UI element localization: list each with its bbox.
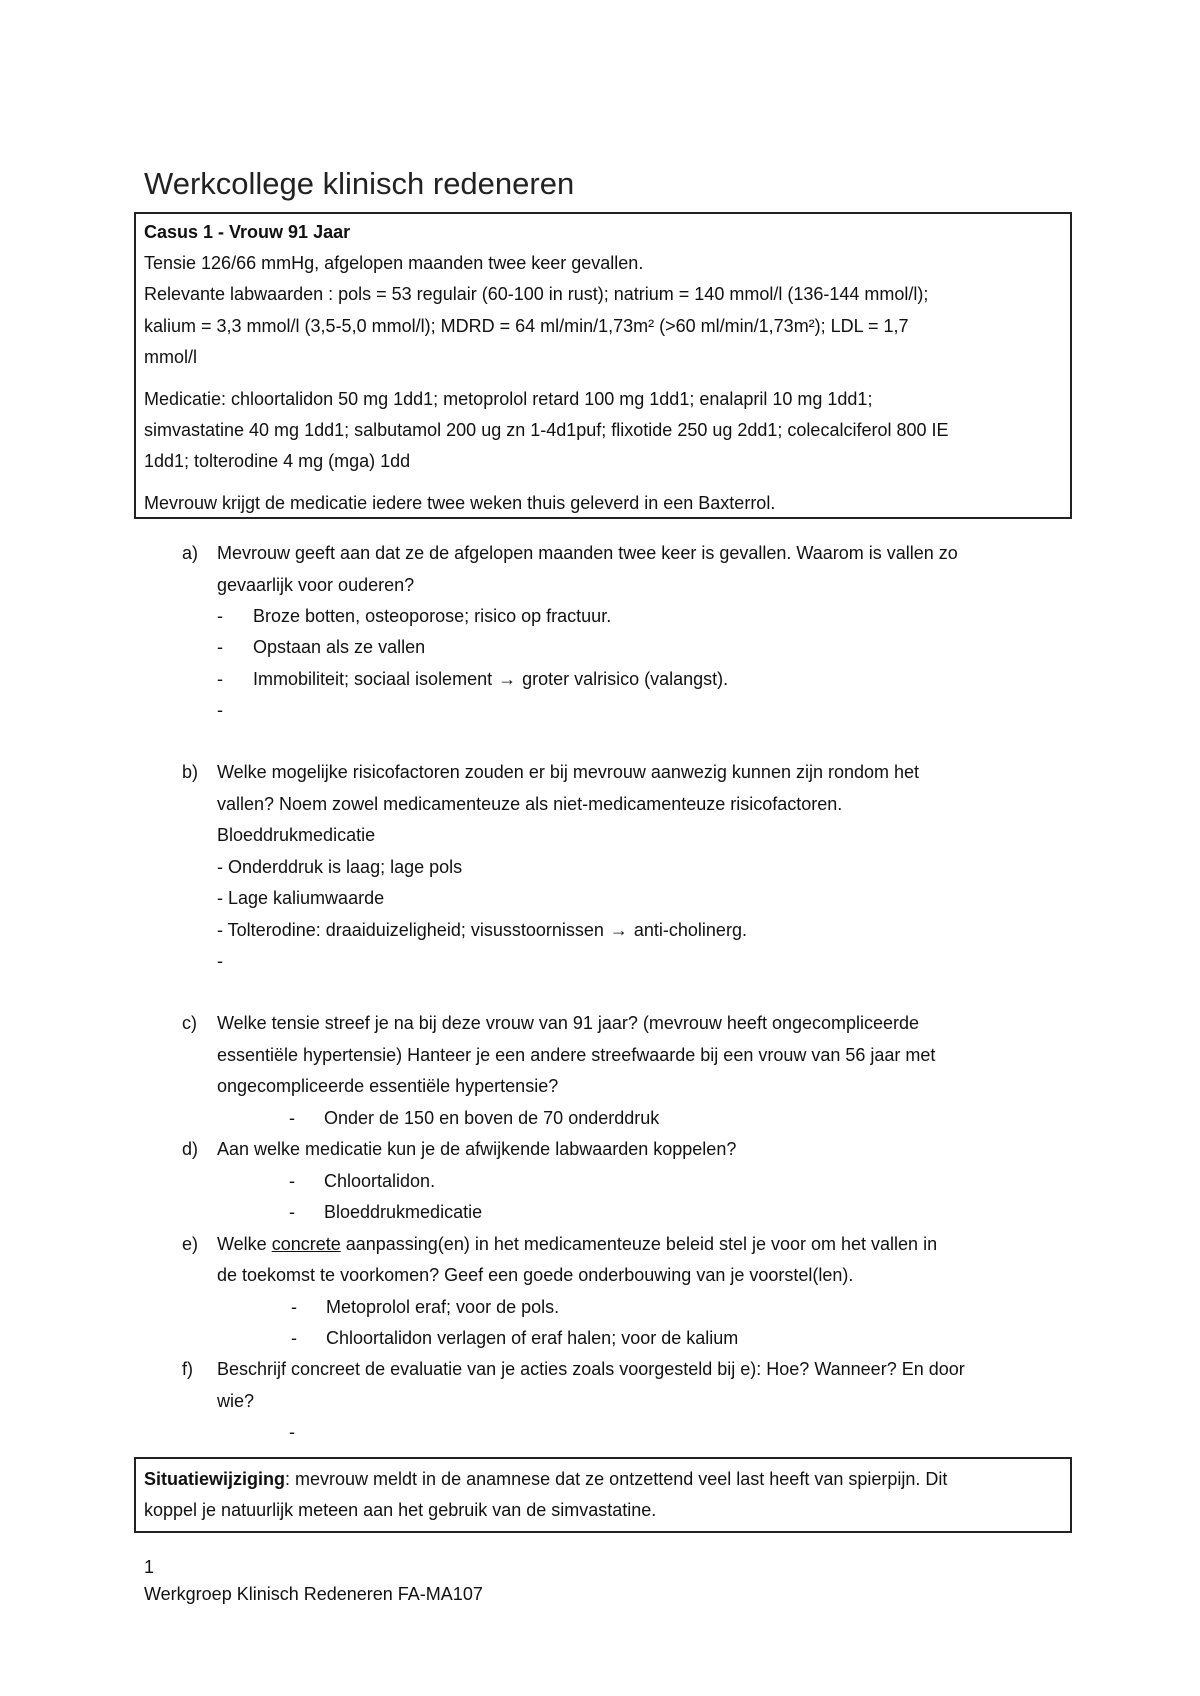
arrow-right-icon: → <box>609 920 628 940</box>
casus-heading: Casus 1 - Vrouw 91 Jaar <box>144 222 351 242</box>
answer-text: Chloortalidon verlagen of eraf halen; voor de kalium <box>326 1328 739 1348</box>
answer-text: Broze botten, osteoporose; risico op fractuur. <box>253 606 612 626</box>
casus-line: Mevrouw krijgt de medicatie iedere twee weken thuis geleverd in een Baxterrol. <box>144 493 776 513</box>
underlined-word: concrete <box>271 1234 341 1254</box>
question-text: wie? <box>217 1391 255 1411</box>
situatie-heading: Situatiewijziging <box>144 1469 286 1489</box>
situatie-line <box>144 1469 947 1489</box>
answer-text: Bloeddrukmedicatie <box>324 1202 483 1222</box>
question-label: a) <box>182 543 199 563</box>
dash: - <box>217 606 223 626</box>
casus-line: mmol/l <box>144 347 197 367</box>
casus-line: 1dd1; tolterodine 4 mg (mga) 1dd <box>144 451 411 471</box>
question-text: vallen? Noem zowel medicamenteuze als niet-medicamenteuze risicofactoren. <box>217 794 843 814</box>
dash: - <box>289 1202 295 1222</box>
dash: - <box>289 1108 295 1128</box>
question-text <box>217 1234 937 1254</box>
dash: - <box>291 1297 297 1317</box>
answer-part: - Tolterodine: draaiduizeligheid; visusstoornissen <box>217 920 604 940</box>
arrow-right-icon: → <box>498 669 517 689</box>
question-text: gevaarlijk voor ouderen? <box>217 575 415 595</box>
answer-text: Metoprolol eraf; voor de pols. <box>326 1297 560 1317</box>
dash: - <box>289 1171 295 1191</box>
casus-line: simvastatine 40 mg 1dd1; salbutamol 200 ug zn 1-4d1puf; flixotide 250 ug 2dd1; colecalciferol 800 IE <box>144 420 949 440</box>
answer-text: - Lage kaliumwaarde <box>217 888 385 908</box>
answer-text: Opstaan als ze vallen <box>253 637 426 657</box>
page-title: Werkcollege klinisch redeneren <box>144 166 575 201</box>
casus-line: kalium = 3,3 mmol/l (3,5-5,0 mmol/l); MDRD = 64 ml/min/1,73m² (>60 ml/min/1,73m²); LDL = 1,7 <box>144 316 909 336</box>
question-text: Aan welke medicatie kun je de afwijkende labwaarden koppelen? <box>217 1139 737 1159</box>
question-label: f) <box>182 1359 193 1379</box>
answer-part: anti-cholinerg. <box>633 920 747 940</box>
answer-text <box>217 920 747 940</box>
question-label: b) <box>182 762 199 782</box>
question-text: Beschrijf concreet de evaluatie van je acties zoals voorgesteld bij e): Hoe? Wanneer? En door <box>217 1359 965 1379</box>
dash: - <box>217 700 223 720</box>
casus-line: Tensie 126/66 mmHg, afgelopen maanden twee keer gevallen. <box>144 253 644 273</box>
dash: - <box>217 637 223 657</box>
answer-text: - <box>289 1422 295 1442</box>
situatie-text: : mevrouw meldt in de anamnese dat ze ontzettend veel last heeft van spierpijn. Dit <box>285 1469 948 1489</box>
question-text: essentiële hypertensie) Hanteer je een andere streefwaarde bij een vrouw van 56 jaar met <box>217 1045 936 1065</box>
situatie-line: koppel je natuurlijk meteen aan het gebruik van de simvastatine. <box>144 1500 657 1520</box>
answer-text <box>253 669 728 689</box>
casus-line: Relevante labwaarden : pols = 53 regulair (60-100 in rust); natrium = 140 mmol/l (136-144 mmol/l); <box>144 284 929 304</box>
answer-text: Bloeddrukmedicatie <box>217 825 376 845</box>
page-number: 1 <box>144 1557 155 1577</box>
question-part: aanpassing(en) in het medicamenteuze beleid stel je voor om het vallen in <box>340 1234 938 1254</box>
answer-part: Immobiliteit; sociaal isolement <box>253 669 493 689</box>
question-text: de toekomst te voorkomen? Geef een goede onderbouwing van je voorstel(len). <box>217 1265 854 1285</box>
question-text: Welke mogelijke risicofactoren zouden er bij mevrouw aanwezig kunnen zijn rondom het <box>217 762 920 782</box>
dash: - <box>217 669 223 689</box>
question-label: e) <box>182 1234 199 1254</box>
dash: - <box>291 1328 297 1348</box>
answer-text: - <box>217 951 223 971</box>
answer-text: Onder de 150 en boven de 70 onderddruk <box>324 1108 660 1128</box>
footer-text: Werkgroep Klinisch Redeneren FA-MA107 <box>144 1584 483 1604</box>
question-part: Welke <box>217 1234 272 1254</box>
casus-line: Medicatie: chloortalidon 50 mg 1dd1; metoprolol retard 100 mg 1dd1; enalapril 10 mg 1dd1; <box>144 389 873 409</box>
answer-text: Chloortalidon. <box>324 1171 436 1191</box>
answer-part: groter valrisico (valangst). <box>522 669 729 689</box>
question-text: Welke tensie streef je na bij deze vrouw van 91 jaar? (mevrouw heeft ongecompliceerde <box>217 1013 920 1033</box>
answer-text: - Onderddruk is laag; lage pols <box>217 857 463 877</box>
question-text: Mevrouw geeft aan dat ze de afgelopen maanden twee keer is gevallen. Waarom is vallen zo <box>217 543 958 563</box>
question-label: d) <box>182 1139 199 1159</box>
question-label: c) <box>182 1013 197 1033</box>
question-text: ongecompliceerde essentiële hypertensie? <box>217 1076 559 1096</box>
